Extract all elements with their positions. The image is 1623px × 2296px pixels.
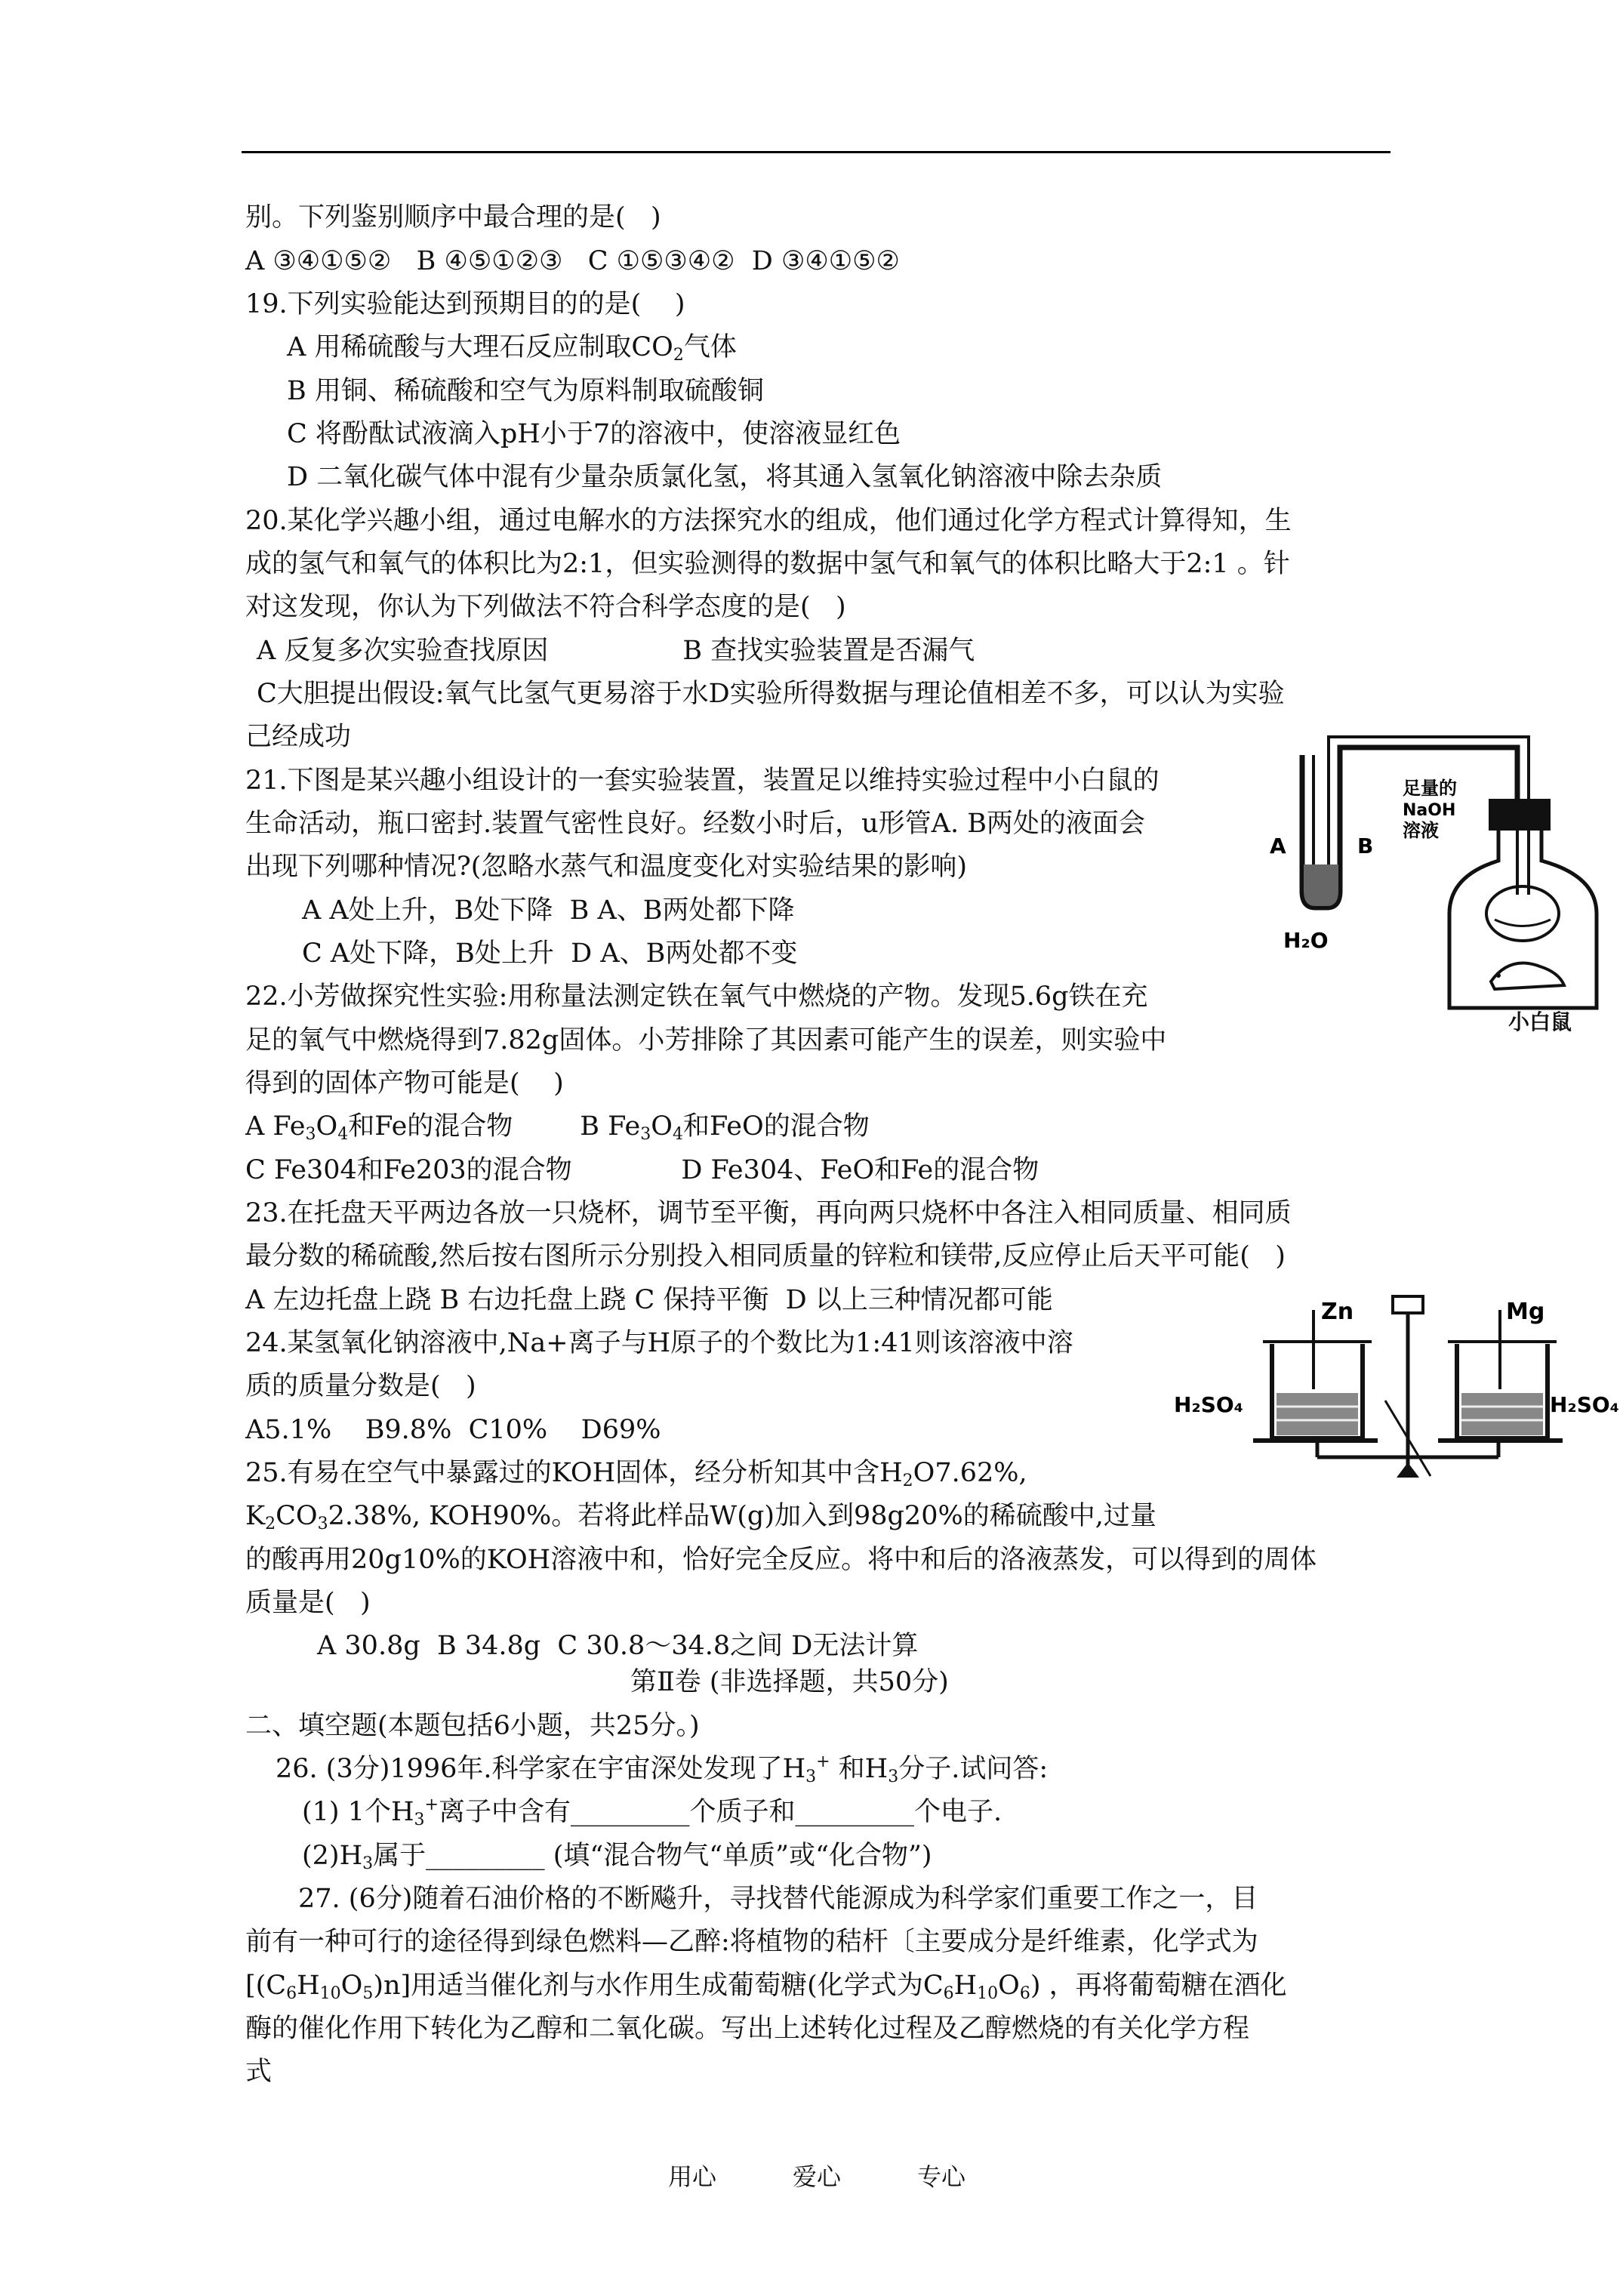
label-mg: Mg [1506, 1299, 1545, 1325]
q20-options-ab: A 反复多次实验查找原因 B 查找实验装置是否漏气 [257, 636, 975, 666]
q19-option-a: A 用稀硫酸与大理石反应制取$CO_2$气体 [287, 332, 737, 365]
q19-option-c: C 将酚酞试液滴入pH小于7的溶液中，使溶液显红色 [287, 419, 901, 449]
q20-stem: 20.某化学兴趣小组，通过电解水的方法探究水的组成，他们通过化学方程式计算得知，生 [245, 506, 1292, 536]
q21-options-ab: A A处上升，B处下降 B A、B两处都下降 [302, 895, 795, 926]
q20-options-cd: C大胆提出假设:氧气比氢气更易溶于水D实验所得数据与理论值相差不多，可以认为实验 [257, 679, 1285, 709]
q21-stem: 出现下列哪种情况?(忽略水蒸气和温度变化对实验结果的影响) [245, 852, 968, 882]
balance-figure [1174, 1287, 1623, 1480]
q21-stem: 21.下图是某兴趣小组设计的一套实验装置，装置足以维持实验过程中小白鼠的 [245, 766, 1160, 796]
q25-stem: 的酸再用20g10%的KOH溶液中和，恰好完全反应。将中和后的洛液蒸发，可以得到的周体 [245, 1545, 1317, 1575]
label-water: H₂O [1283, 928, 1329, 953]
label-zn: Zn [1321, 1299, 1354, 1325]
footer-item: 专心 [917, 2162, 966, 2191]
q24-stem: 24.某氢氧化钠溶液中,Na+离子与H原子的个数比为1:41则该溶液中溶 [245, 1328, 1073, 1358]
q24-stem: 质的质量分数是( ) [245, 1371, 476, 1401]
q19-option-b: B 用铜、稀硫酸和空气为原料制取硫酸铜 [287, 376, 764, 406]
q19-stem: 19.下列实验能达到预期目的的是( ) [245, 289, 685, 319]
q25-stem: 质量是( ) [245, 1588, 371, 1618]
q25-stem: 25.有易在空气中暴露过的KOH固体，经分析知其中含$H_2O7.62\%$, [245, 1458, 1027, 1490]
q23-stem: 最分数的稀硫酸,然后按右图所示分别投入相同质量的锌粒和镁带,反应停止后天平可能( ) [245, 1241, 1286, 1271]
q24-options: A5.1% B9.8% C10% D69% [245, 1415, 661, 1445]
q22-stem: 22.小芳做探究性实验:用称量法测定铁在氧气中燃烧的产物。发现5.6g铁在充 [245, 982, 1148, 1012]
label-acid-left: H₂SO₄ [1174, 1392, 1243, 1417]
label-a: A [1270, 834, 1286, 858]
q18-options: A ③④①⑤② B ④⑤①②③ C ①⑤③④② D ③④①⑤② [245, 246, 900, 276]
label-solution: 溶液 [1403, 820, 1439, 841]
text-line: 别。下列鉴别顺序中最合理的是( ) [245, 202, 661, 233]
header-rule [242, 151, 1390, 153]
label-naoh-amount: 足量的 [1403, 778, 1457, 799]
label-mouse: 小白鼠 [1508, 1009, 1572, 1034]
q27-stem: 27. (6分)随着石油价格的不断飚升，寻找替代能源成为科学家们重要工作之一，目 [298, 1884, 1258, 1914]
footer-item: 用心 [668, 2162, 717, 2191]
q20-options-cd: 己经成功 [245, 722, 352, 752]
q26-part2: $(2)H_3$属于_________ (填“混合物气“单质”或“化合物”) [302, 1841, 932, 1873]
q27-stem: 前有一种可行的途径得到绿色燃料—乙醉:将植物的秸杆〔主要成分是纤维素，化学式为 [245, 1927, 1258, 1957]
q26-stem: 26. (3分)1996年.科学家在宇宙深处发现了$H_3^+$ 和$H_3$分子.试问答: [276, 1752, 1049, 1786]
q27-stem: 酶的催化作用下转化为乙醇和二氧化碳。写出上述转化过程及乙醇燃烧的有关化学方程 [245, 2014, 1250, 2044]
section-heading: 二、填空题(本题包括6小题，共25分。) [245, 1711, 700, 1741]
q22-stem: 得到的固体产物可能是( ) [245, 1068, 564, 1099]
q23-stem: 23.在托盘天平两边各放一只烧杯，调节至平衡，再向两只烧杯中各注入相同质量、相同质 [245, 1198, 1292, 1228]
q22-options-cd: C Fe304和Fe203的混合物 D Fe304、FeO和Fe的混合物 [245, 1155, 1039, 1185]
q20-stem: 成的氢气和氧气的体积比为2:1，但实验测得的数据中氢气和氧气的体积比略大于2:1 。针 [245, 549, 1290, 579]
q23-options: A 左边托盘上跷 B 右边托盘上跷 C 保持平衡 D 以上三种情况都可能 [245, 1285, 1053, 1315]
apparatus-figure [1268, 732, 1600, 1019]
q27-stem: $[(C_6H_{10}O_5)n]$用适当催化剂与水作用生成葡萄糖(化学式为$C_6H_{10}O_6$) ，再将葡萄糖在酒化 [245, 1971, 1287, 2003]
q22-options-ab: A $Fe_3O_4$和Fe的混合物 B $Fe_3O_4$和FeO的混合物 [245, 1111, 870, 1144]
q21-options-cd: C A处下降，B处上升 D A、B两处都不变 [302, 938, 798, 969]
q26-part1: (1) 1个$H_3^+$离子中含有_________个质子和_________个电子. [302, 1795, 1002, 1829]
q20-stem: 对这发现，你认为下列做法不符合科学态度的是( ) [245, 592, 846, 622]
footer-item: 爱心 [793, 2162, 842, 2191]
label-b: B [1357, 834, 1374, 858]
q25-stem: $K_2CO_32.38\%$, KOH90%。若将此样品W(g)加入到98g20%的稀硫酸中,过量 [245, 1501, 1156, 1533]
q25-options: A 30.8g B 34.8g C 30.8～34.8之间 D无法计算 [317, 1631, 919, 1661]
q19-option-d: D 二氧化碳气体中混有少量杂质氯化氢，将其通入氢氧化钠溶液中除去杂质 [287, 462, 1163, 492]
q27-stem: 式 [245, 2057, 273, 2087]
q22-stem: 足的氧气中燃烧得到7.82g固体。小芳排除了其因素可能产生的误差，则实验中 [245, 1025, 1167, 1056]
label-naoh: NaOH [1403, 801, 1456, 820]
q21-stem: 生命活动，瓶口密封.装置气密性良好。经数小时后，u形管A. B两处的液面会 [245, 809, 1145, 839]
label-acid-right: H₂SO₄ [1550, 1392, 1619, 1417]
section-title: 第Ⅱ卷 (非选择题，共50分) [630, 1667, 949, 1697]
